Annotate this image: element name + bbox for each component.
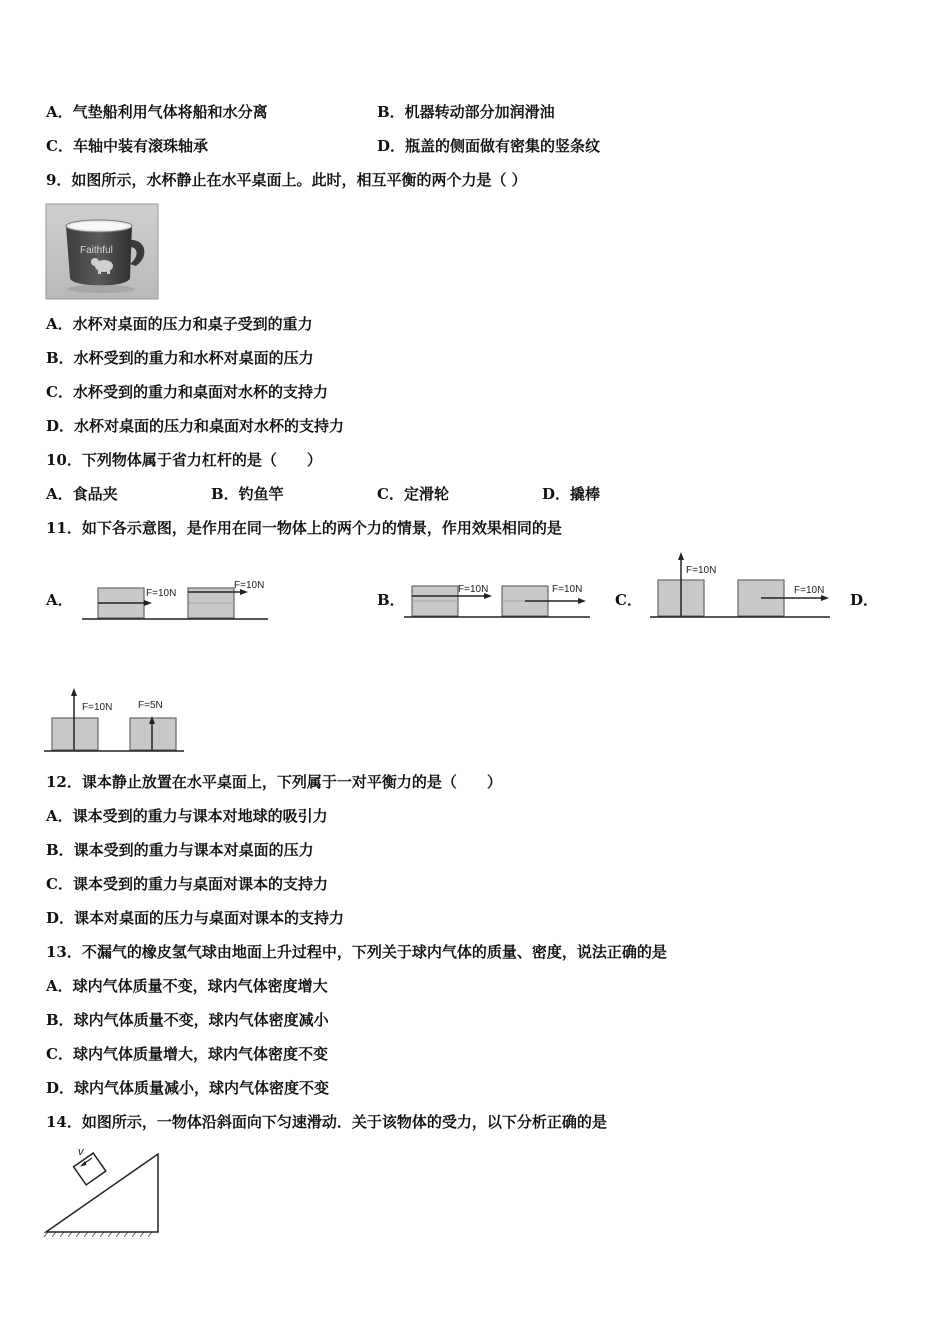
q10-option-c: C．定滑轮 — [377, 485, 449, 503]
q12-stem: 12．课本静止放置在水平桌面上，下列属于一对平衡力的是（ ） — [46, 773, 502, 791]
q9-option-c: C．水杯受到的重力和桌面对水杯的支持力 — [46, 383, 328, 401]
svg-text:F=10N: F=10N — [458, 584, 489, 595]
q8-option-c: C．车轴中装有滚珠轴承 — [46, 137, 208, 155]
svg-text:F=10N: F=10N — [82, 702, 113, 713]
q13-option-c: C．球内气体质量增大，球内气体密度不变 — [46, 1045, 328, 1063]
velocity-label: v — [78, 1146, 84, 1158]
svg-text:F=10N: F=10N — [146, 588, 177, 599]
q9-option-b: B．水杯受到的重力和水杯对桌面的压力 — [46, 349, 314, 367]
q13-option-a: A．球内气体质量不变，球内气体密度增大 — [46, 977, 328, 995]
q9-option-a: A．水杯对桌面的压力和桌子受到的重力 — [46, 315, 313, 333]
q11-option-a-label: A． — [46, 591, 73, 609]
q9-stem: 9．如图所示，水杯静止在水平桌面上。此时，相互平衡的两个力是（ ） — [46, 171, 527, 189]
q11-figure-c — [646, 550, 836, 620]
q11-stem: 11．如下各示意图，是作用在同一物体上的两个力的情景，作用效果相同的是 — [46, 519, 562, 537]
q8-option-d: D．瓶盖的侧面做有密集的竖条纹 — [377, 137, 601, 155]
q8-option-b: B．机器转动部分加润滑油 — [377, 103, 555, 121]
q11-option-b-label: B． — [377, 591, 405, 609]
svg-text:F=10N: F=10N — [794, 585, 825, 596]
q11-option-d-label: D． — [850, 591, 879, 609]
q11-figure-d — [44, 686, 204, 756]
q10-option-d: D．撬棒 — [542, 485, 601, 503]
svg-text:F=10N: F=10N — [552, 584, 583, 595]
q8-option-a: A．气垫船利用气体将船和水分离 — [46, 103, 268, 121]
q11-option-c-label: C． — [615, 591, 642, 609]
q11-figure-a — [80, 576, 280, 626]
svg-text:F=10N: F=10N — [234, 580, 265, 591]
svg-text:F=5N: F=5N — [138, 700, 163, 711]
q12-option-b: B．课本受到的重力与课本对桌面的压力 — [46, 841, 314, 859]
q14-incline-figure — [44, 1144, 164, 1239]
mug-text: Faithful — [80, 245, 113, 256]
mug-photo — [46, 204, 158, 299]
q10-option-a: A．食品夹 — [46, 485, 118, 503]
q11-figure-b — [404, 576, 604, 626]
q13-option-d: D．球内气体质量减小，球内气体密度不变 — [46, 1079, 330, 1097]
q12-option-a: A．课本受到的重力与课本对地球的吸引力 — [46, 807, 328, 825]
q9-option-d: D．水杯对桌面的压力和桌面对水杯的支持力 — [46, 417, 345, 435]
q12-option-c: C．课本受到的重力与桌面对课本的支持力 — [46, 875, 328, 893]
q13-stem: 13．不漏气的橡皮氢气球由地面上升过程中，下列关于球内气体的质量、密度，说法正确的是 — [46, 943, 667, 961]
q10-option-b: B．钓鱼竿 — [211, 485, 284, 503]
svg-text:F=10N: F=10N — [686, 565, 717, 576]
q10-stem: 10．下列物体属于省力杠杆的是（ ） — [46, 451, 322, 469]
q13-option-b: B．球内气体质量不变，球内气体密度减小 — [46, 1011, 329, 1029]
q12-option-d: D．课本对桌面的压力与桌面对课本的支持力 — [46, 909, 345, 927]
q14-stem: 14．如图所示，一物体沿斜面向下匀速滑动．关于该物体的受力，以下分析正确的是 — [46, 1113, 607, 1131]
